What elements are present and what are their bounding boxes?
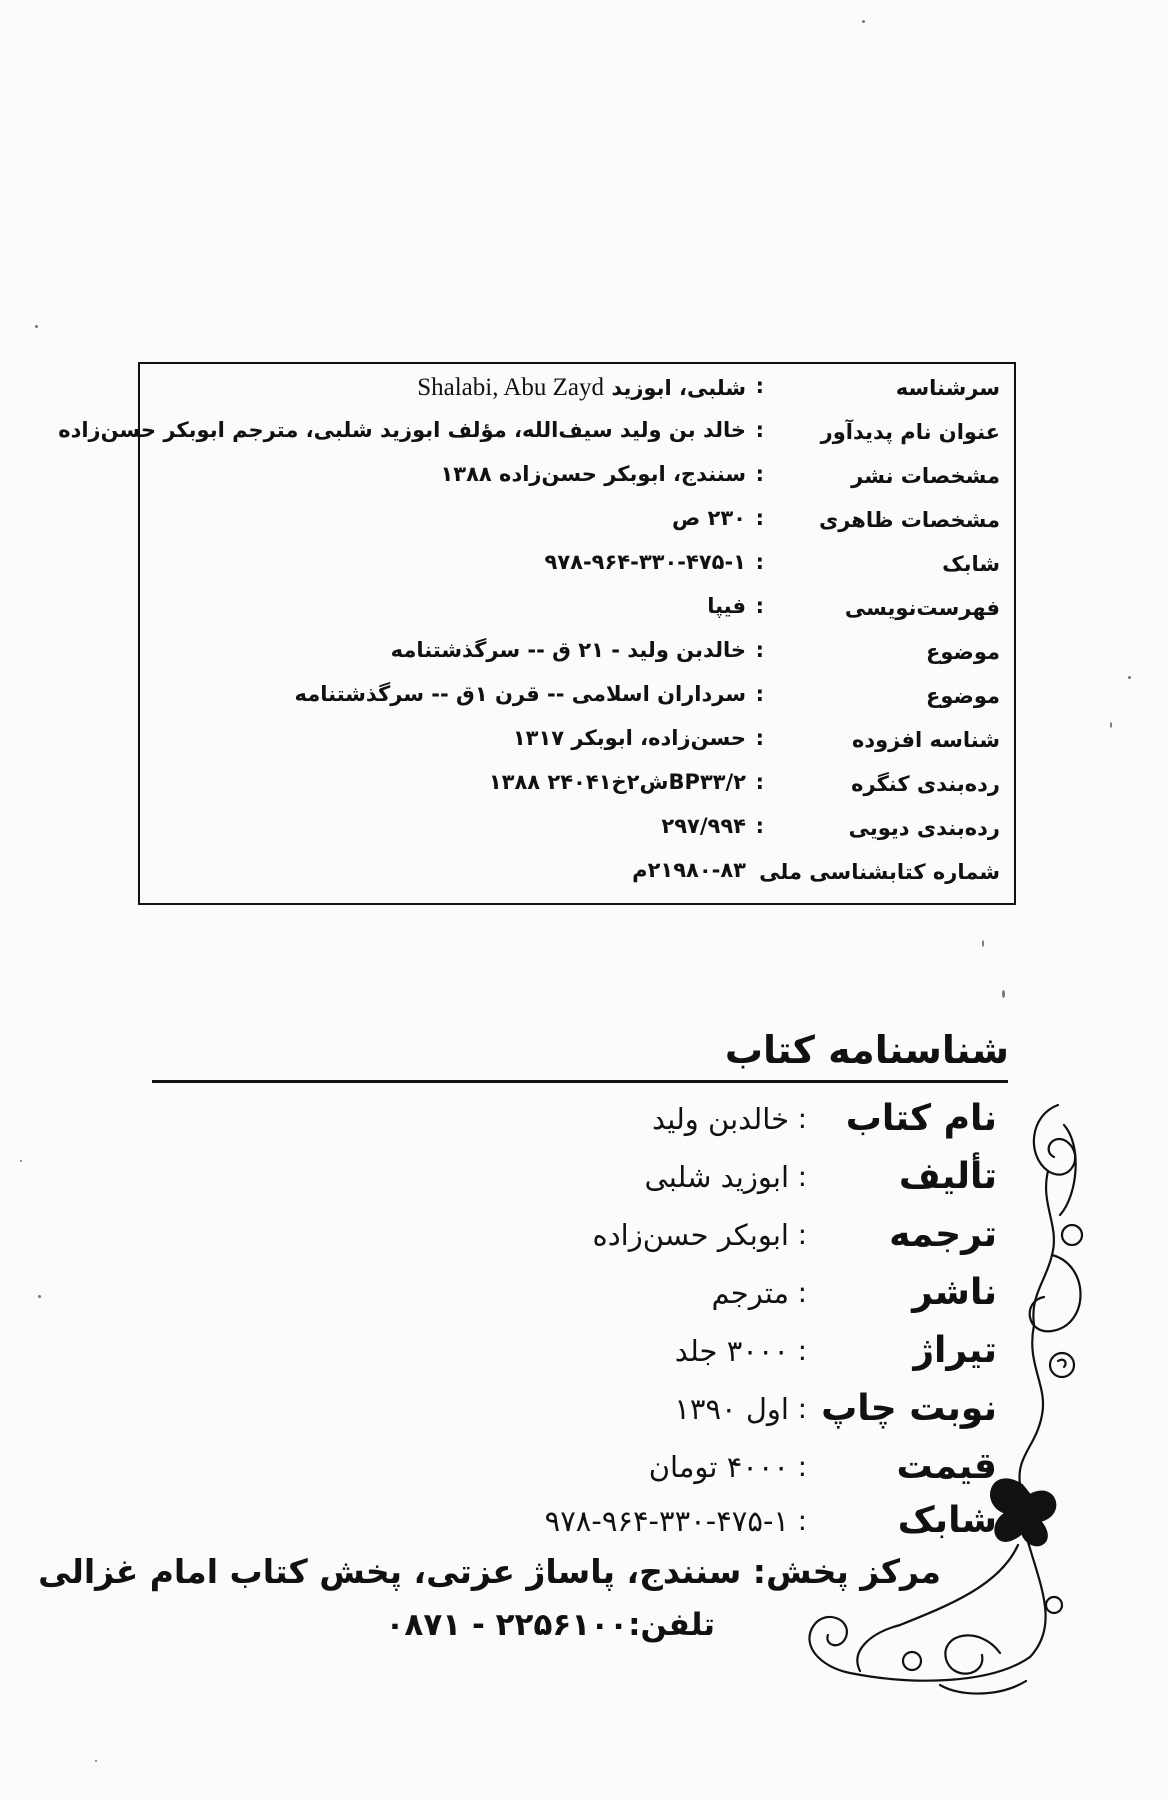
cip-colon: : xyxy=(755,638,764,662)
floral-ornament-icon xyxy=(790,1085,1090,1705)
cip-label: موضوع xyxy=(926,640,1000,664)
cip-value: ۲۹۷/۹۹۴ xyxy=(661,814,746,838)
book-info-colon: : xyxy=(797,1160,807,1193)
scan-speck xyxy=(1128,676,1131,679)
cip-value: ۹۷۸-۹۶۴-۳۳۰-۴۷۵-۱ xyxy=(544,550,746,574)
phone-number: تلفن:۲۲۵۶۱۰۰ - ۰۸۷۱ xyxy=(385,1607,715,1643)
cip-row xyxy=(140,722,1014,760)
cip-value: BP۳۳/۲ش۲خ۲۴۰۴۱ ۱۳۸۸ xyxy=(488,770,746,794)
book-identity-title: شناسنامه کتاب xyxy=(724,1028,1009,1072)
distribution-center: مرکز پخش: سنندج، پاساژ عزتی، پخش کتاب امام غزالی xyxy=(38,1552,941,1591)
cip-box xyxy=(58,362,1016,905)
cip-value: ۲۳۰ ص xyxy=(671,506,746,530)
cip-colon: : xyxy=(755,506,764,530)
cip-colon: : xyxy=(755,462,764,486)
scan-speck xyxy=(982,940,984,947)
cip-label: موضوع xyxy=(926,684,1000,708)
cip-colon: : xyxy=(755,594,764,618)
cip-row xyxy=(140,370,1014,408)
cip-row xyxy=(140,502,1014,540)
cip-colon: : xyxy=(755,726,764,750)
scan-speck xyxy=(95,1760,97,1762)
cip-row xyxy=(140,854,1014,892)
cip-label: سرشناسه xyxy=(895,376,1000,400)
cip-value-persian: شلبی، ابوزید xyxy=(611,376,746,400)
book-info-colon: : xyxy=(797,1102,807,1135)
scan-speck xyxy=(1002,990,1005,998)
cip-value xyxy=(417,374,746,402)
book-info-colon: : xyxy=(797,1218,807,1251)
cip-row xyxy=(140,590,1014,628)
cip-row xyxy=(140,766,1014,804)
cip-colon: : xyxy=(755,682,764,706)
cip-label: رده‌بندی کنگره xyxy=(851,772,1000,796)
book-info-label: قیمت xyxy=(896,1446,997,1487)
cip-label: شماره کتابشناسی ملی xyxy=(759,860,1000,884)
cip-value: حسن‌زاده، ابوبکر ۱۳۱۷ xyxy=(512,726,746,750)
book-info-value: ۴۰۰۰ تومان xyxy=(648,1450,789,1484)
book-info-label: نام کتاب xyxy=(845,1098,997,1139)
cip-label: مشخصات نشر xyxy=(851,464,1000,488)
cip-row xyxy=(140,634,1014,672)
cip-label: شابک xyxy=(942,552,1000,576)
cip-row xyxy=(140,546,1014,584)
cip-row xyxy=(140,458,1014,496)
cip-label: مشخصات ظاهری xyxy=(818,508,1000,532)
book-info-colon: : xyxy=(797,1450,807,1483)
cip-label: رده‌بندی دیویی xyxy=(848,816,1000,840)
cip-row xyxy=(140,678,1014,716)
cip-value: خالد بن ولید سیف‌الله، مؤلف ابوزید شلبی، مترجم ابوبکر حسن‌زاده xyxy=(58,418,746,442)
book-info-value: خالدبن ولید xyxy=(652,1102,789,1136)
book-info-label: ناشر xyxy=(912,1272,997,1313)
book-info-value: ابوزید شلبی xyxy=(644,1160,789,1194)
scan-speck xyxy=(862,20,865,23)
scan-speck xyxy=(35,325,38,328)
title-divider xyxy=(152,1080,1008,1083)
cip-colon: : xyxy=(755,550,764,574)
scan-speck xyxy=(1110,722,1112,728)
book-info-value: مترجم xyxy=(711,1276,789,1310)
cip-value-latin: Shalabi, Abu Zayd xyxy=(417,374,604,401)
cip-value: ۲۱۹۸۰-۸۳م xyxy=(632,858,746,882)
cip-colon: : xyxy=(755,374,764,398)
cip-colon: : xyxy=(755,418,764,442)
cip-colon: : xyxy=(755,814,764,838)
book-info-colon: : xyxy=(797,1276,807,1309)
book-info-label: شابک xyxy=(897,1500,997,1541)
book-info-value: ابوبکر حسن‌زاده xyxy=(592,1218,789,1252)
book-info-label: نوبت چاپ xyxy=(821,1388,997,1429)
cip-label: شناسه افزوده xyxy=(851,728,1000,752)
book-info-value: ۳۰۰۰ جلد xyxy=(674,1334,789,1368)
cip-label: عنوان نام پدیدآور xyxy=(820,420,1000,444)
book-info-label: تألیف xyxy=(898,1156,997,1197)
cip-label: فهرست‌نویسی xyxy=(844,596,1000,620)
cip-colon: : xyxy=(755,770,764,794)
book-info-value: اول ۱۳۹۰ xyxy=(674,1392,789,1426)
book-info-label: ترجمه xyxy=(889,1214,997,1255)
book-info-colon: : xyxy=(797,1334,807,1367)
cip-value: سرداران اسلامی -- قرن ۱ق -- سرگذشتنامه xyxy=(294,682,746,706)
book-info-colon: : xyxy=(797,1392,807,1425)
book-info-label: تیراژ xyxy=(913,1330,997,1371)
book-info-colon: : xyxy=(797,1504,807,1537)
cip-value: خالدبن ولید - ۲۱ ق -- سرگذشتنامه xyxy=(390,638,746,662)
cip-value: سنندج، ابوبکر حسن‌زاده ۱۳۸۸ xyxy=(440,462,746,486)
cip-row xyxy=(140,810,1014,848)
cip-value: فیپا xyxy=(707,594,746,618)
cip-row xyxy=(58,414,1014,452)
book-info-value: ۹۷۸-۹۶۴-۳۳۰-۴۷۵-۱ xyxy=(544,1504,789,1538)
